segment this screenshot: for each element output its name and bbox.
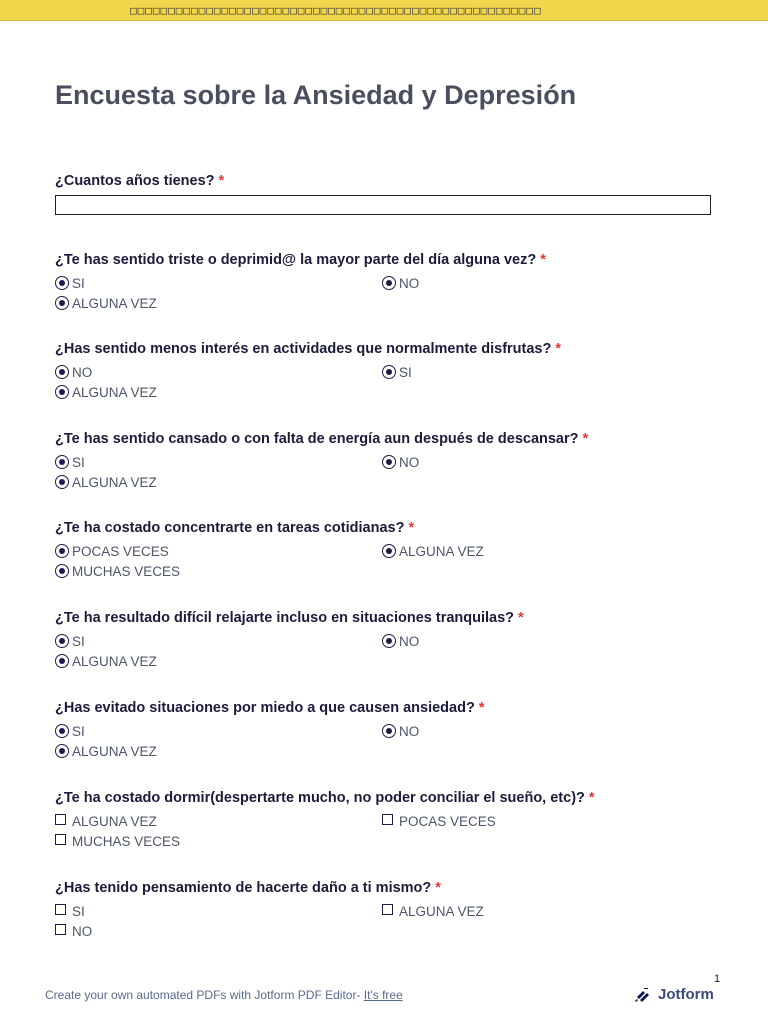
form-title: Encuesta sobre la Ansiedad y Depresión bbox=[55, 80, 577, 110]
required-mark: * bbox=[435, 880, 441, 896]
checkbox-icon[interactable] bbox=[55, 904, 66, 915]
option-label: NO bbox=[399, 454, 420, 470]
radio-option[interactable] bbox=[382, 274, 682, 292]
option-label: SI bbox=[72, 275, 85, 291]
required-mark: * bbox=[540, 252, 546, 268]
radio-option[interactable] bbox=[382, 542, 682, 560]
checkbox-option[interactable] bbox=[55, 832, 382, 850]
radio-group bbox=[55, 722, 735, 760]
radio-icon[interactable] bbox=[382, 544, 396, 558]
required-mark: * bbox=[555, 341, 562, 357]
option-label: NO bbox=[399, 275, 420, 291]
option-label: SI bbox=[399, 364, 412, 380]
radio-option[interactable] bbox=[382, 453, 682, 471]
radio-icon[interactable] bbox=[55, 475, 69, 489]
question-text: ¿Cuantos años tienes? bbox=[55, 173, 215, 189]
banner-text: □□□□□□□□□□□□□□□□□□□□□□□□□□□□□□□□□□□□□□□□□□□□□□□□□□□□□□ bbox=[130, 4, 542, 17]
option-label: ALGUNA VEZ bbox=[72, 474, 157, 490]
question-text: ¿Has tenido pensamiento de hacerte daño a ti mismo? bbox=[55, 880, 432, 896]
radio-icon[interactable] bbox=[382, 365, 396, 379]
question-avoidance bbox=[55, 699, 735, 760]
question-sad bbox=[55, 251, 735, 312]
checkbox-option[interactable] bbox=[382, 902, 682, 920]
question-text: ¿Te has sentido triste o deprimid@ la mayor parte del día alguna vez? bbox=[55, 252, 537, 268]
checkbox-group bbox=[55, 812, 735, 850]
radio-option[interactable] bbox=[382, 632, 682, 650]
question-label bbox=[55, 789, 735, 807]
option-label: NO bbox=[72, 364, 93, 380]
brand-name: Jotform bbox=[658, 985, 714, 1003]
radio-icon[interactable] bbox=[55, 654, 69, 668]
question-label bbox=[55, 172, 735, 190]
radio-option[interactable] bbox=[55, 742, 382, 760]
question-concentration bbox=[55, 519, 735, 580]
option-label: ALGUNA VEZ bbox=[399, 543, 484, 559]
question-label bbox=[55, 609, 735, 627]
option-label: ALGUNA VEZ bbox=[399, 903, 484, 919]
question-interest bbox=[55, 340, 735, 401]
required-mark: * bbox=[518, 610, 524, 626]
radio-group bbox=[55, 363, 735, 401]
required-mark: * bbox=[218, 173, 225, 189]
question-text: ¿Te ha costado concentrarte en tareas cotidianas? bbox=[55, 520, 405, 536]
checkbox-option[interactable] bbox=[55, 902, 382, 920]
radio-option[interactable] bbox=[55, 632, 382, 650]
radio-icon[interactable] bbox=[55, 276, 69, 290]
radio-group bbox=[55, 453, 735, 491]
radio-option[interactable] bbox=[382, 363, 682, 381]
checkbox-option[interactable] bbox=[382, 812, 682, 830]
radio-group bbox=[55, 274, 735, 312]
option-label: SI bbox=[72, 723, 85, 739]
checkbox-group bbox=[55, 902, 735, 940]
footer-text: Create your own automated PDFs with Jotform PDF Editor- bbox=[45, 988, 364, 1002]
radio-icon[interactable] bbox=[382, 276, 396, 290]
jotform-logo-icon bbox=[634, 985, 652, 1003]
radio-icon[interactable] bbox=[55, 455, 69, 469]
question-label bbox=[55, 879, 735, 897]
radio-icon[interactable] bbox=[55, 544, 69, 558]
checkbox-icon[interactable] bbox=[382, 814, 393, 825]
radio-icon[interactable] bbox=[382, 455, 396, 469]
question-label bbox=[55, 251, 735, 269]
page-number: 1 bbox=[714, 973, 721, 985]
checkbox-icon[interactable] bbox=[55, 814, 66, 825]
question-text: ¿Te ha resultado difícil relajarte incluso en situaciones tranquilas? bbox=[55, 610, 515, 626]
radio-option[interactable] bbox=[55, 473, 382, 491]
option-label: MUCHAS VECES bbox=[72, 563, 181, 579]
question-label bbox=[55, 430, 735, 448]
radio-option[interactable] bbox=[55, 274, 382, 292]
radio-icon[interactable] bbox=[382, 724, 396, 738]
question-sleep bbox=[55, 789, 735, 850]
checkbox-option[interactable] bbox=[55, 812, 382, 830]
option-label: ALGUNA VEZ bbox=[72, 653, 157, 669]
question-text: ¿Te has sentido cansado o con falta de energía aun después de descansar? bbox=[55, 431, 579, 447]
checkbox-icon[interactable] bbox=[382, 904, 393, 915]
radio-icon[interactable] bbox=[55, 634, 69, 648]
required-mark: * bbox=[582, 431, 589, 447]
option-label: SI bbox=[72, 903, 85, 919]
option-label: NO bbox=[399, 723, 420, 739]
brand[interactable] bbox=[634, 985, 714, 1003]
question-tired bbox=[55, 430, 735, 491]
option-label: ALGUNA VEZ bbox=[72, 743, 157, 759]
option-label: ALGUNA VEZ bbox=[72, 813, 157, 829]
question-self-harm bbox=[55, 879, 735, 940]
question-text: ¿Has sentido menos interés en actividades que normalmente disfrutas? bbox=[55, 341, 552, 357]
radio-option[interactable] bbox=[55, 383, 382, 401]
checkbox-icon[interactable] bbox=[55, 834, 66, 845]
footer-link[interactable]: It's free bbox=[363, 988, 403, 1002]
option-label: NO bbox=[72, 923, 93, 939]
radio-option[interactable] bbox=[382, 722, 682, 740]
radio-icon[interactable] bbox=[382, 634, 396, 648]
option-label: MUCHAS VECES bbox=[72, 833, 181, 849]
radio-icon[interactable] bbox=[55, 365, 69, 379]
radio-icon[interactable] bbox=[55, 296, 69, 310]
radio-option[interactable] bbox=[55, 542, 382, 560]
radio-icon[interactable] bbox=[55, 724, 69, 738]
option-label: SI bbox=[72, 633, 85, 649]
required-mark: * bbox=[408, 520, 415, 536]
question-label bbox=[55, 519, 735, 537]
question-label bbox=[55, 340, 735, 358]
footer-promo bbox=[45, 988, 403, 1002]
question-label bbox=[55, 699, 735, 717]
radio-group bbox=[55, 542, 735, 580]
radio-icon[interactable] bbox=[55, 564, 69, 578]
radio-option[interactable] bbox=[55, 722, 382, 740]
radio-option[interactable] bbox=[55, 562, 382, 580]
radio-icon[interactable] bbox=[55, 744, 69, 758]
required-mark: * bbox=[478, 700, 485, 716]
question-text: ¿Has evitado situaciones por miedo a que causen ansiedad? bbox=[55, 700, 475, 716]
checkbox-icon[interactable] bbox=[55, 924, 66, 935]
required-mark: * bbox=[588, 790, 595, 806]
question-relax bbox=[55, 609, 735, 670]
question-age bbox=[55, 172, 735, 215]
checkbox-option[interactable] bbox=[55, 922, 382, 940]
radio-option[interactable] bbox=[55, 652, 382, 670]
option-label: POCAS VECES bbox=[399, 813, 496, 829]
option-label: SI bbox=[72, 454, 85, 470]
radio-group bbox=[55, 632, 735, 670]
question-text: ¿Te ha costado dormir(despertarte mucho, no poder conciliar el sueño, etc)? bbox=[55, 790, 585, 806]
radio-option[interactable] bbox=[55, 453, 382, 471]
option-label: POCAS VECES bbox=[72, 543, 169, 559]
top-banner bbox=[0, 0, 768, 21]
option-label: NO bbox=[399, 633, 420, 649]
option-label: ALGUNA VEZ bbox=[72, 295, 157, 311]
radio-icon[interactable] bbox=[55, 385, 69, 399]
age-input[interactable] bbox=[55, 195, 711, 215]
radio-option[interactable] bbox=[55, 363, 382, 381]
radio-option[interactable] bbox=[55, 294, 382, 312]
option-label: ALGUNA VEZ bbox=[72, 384, 157, 400]
